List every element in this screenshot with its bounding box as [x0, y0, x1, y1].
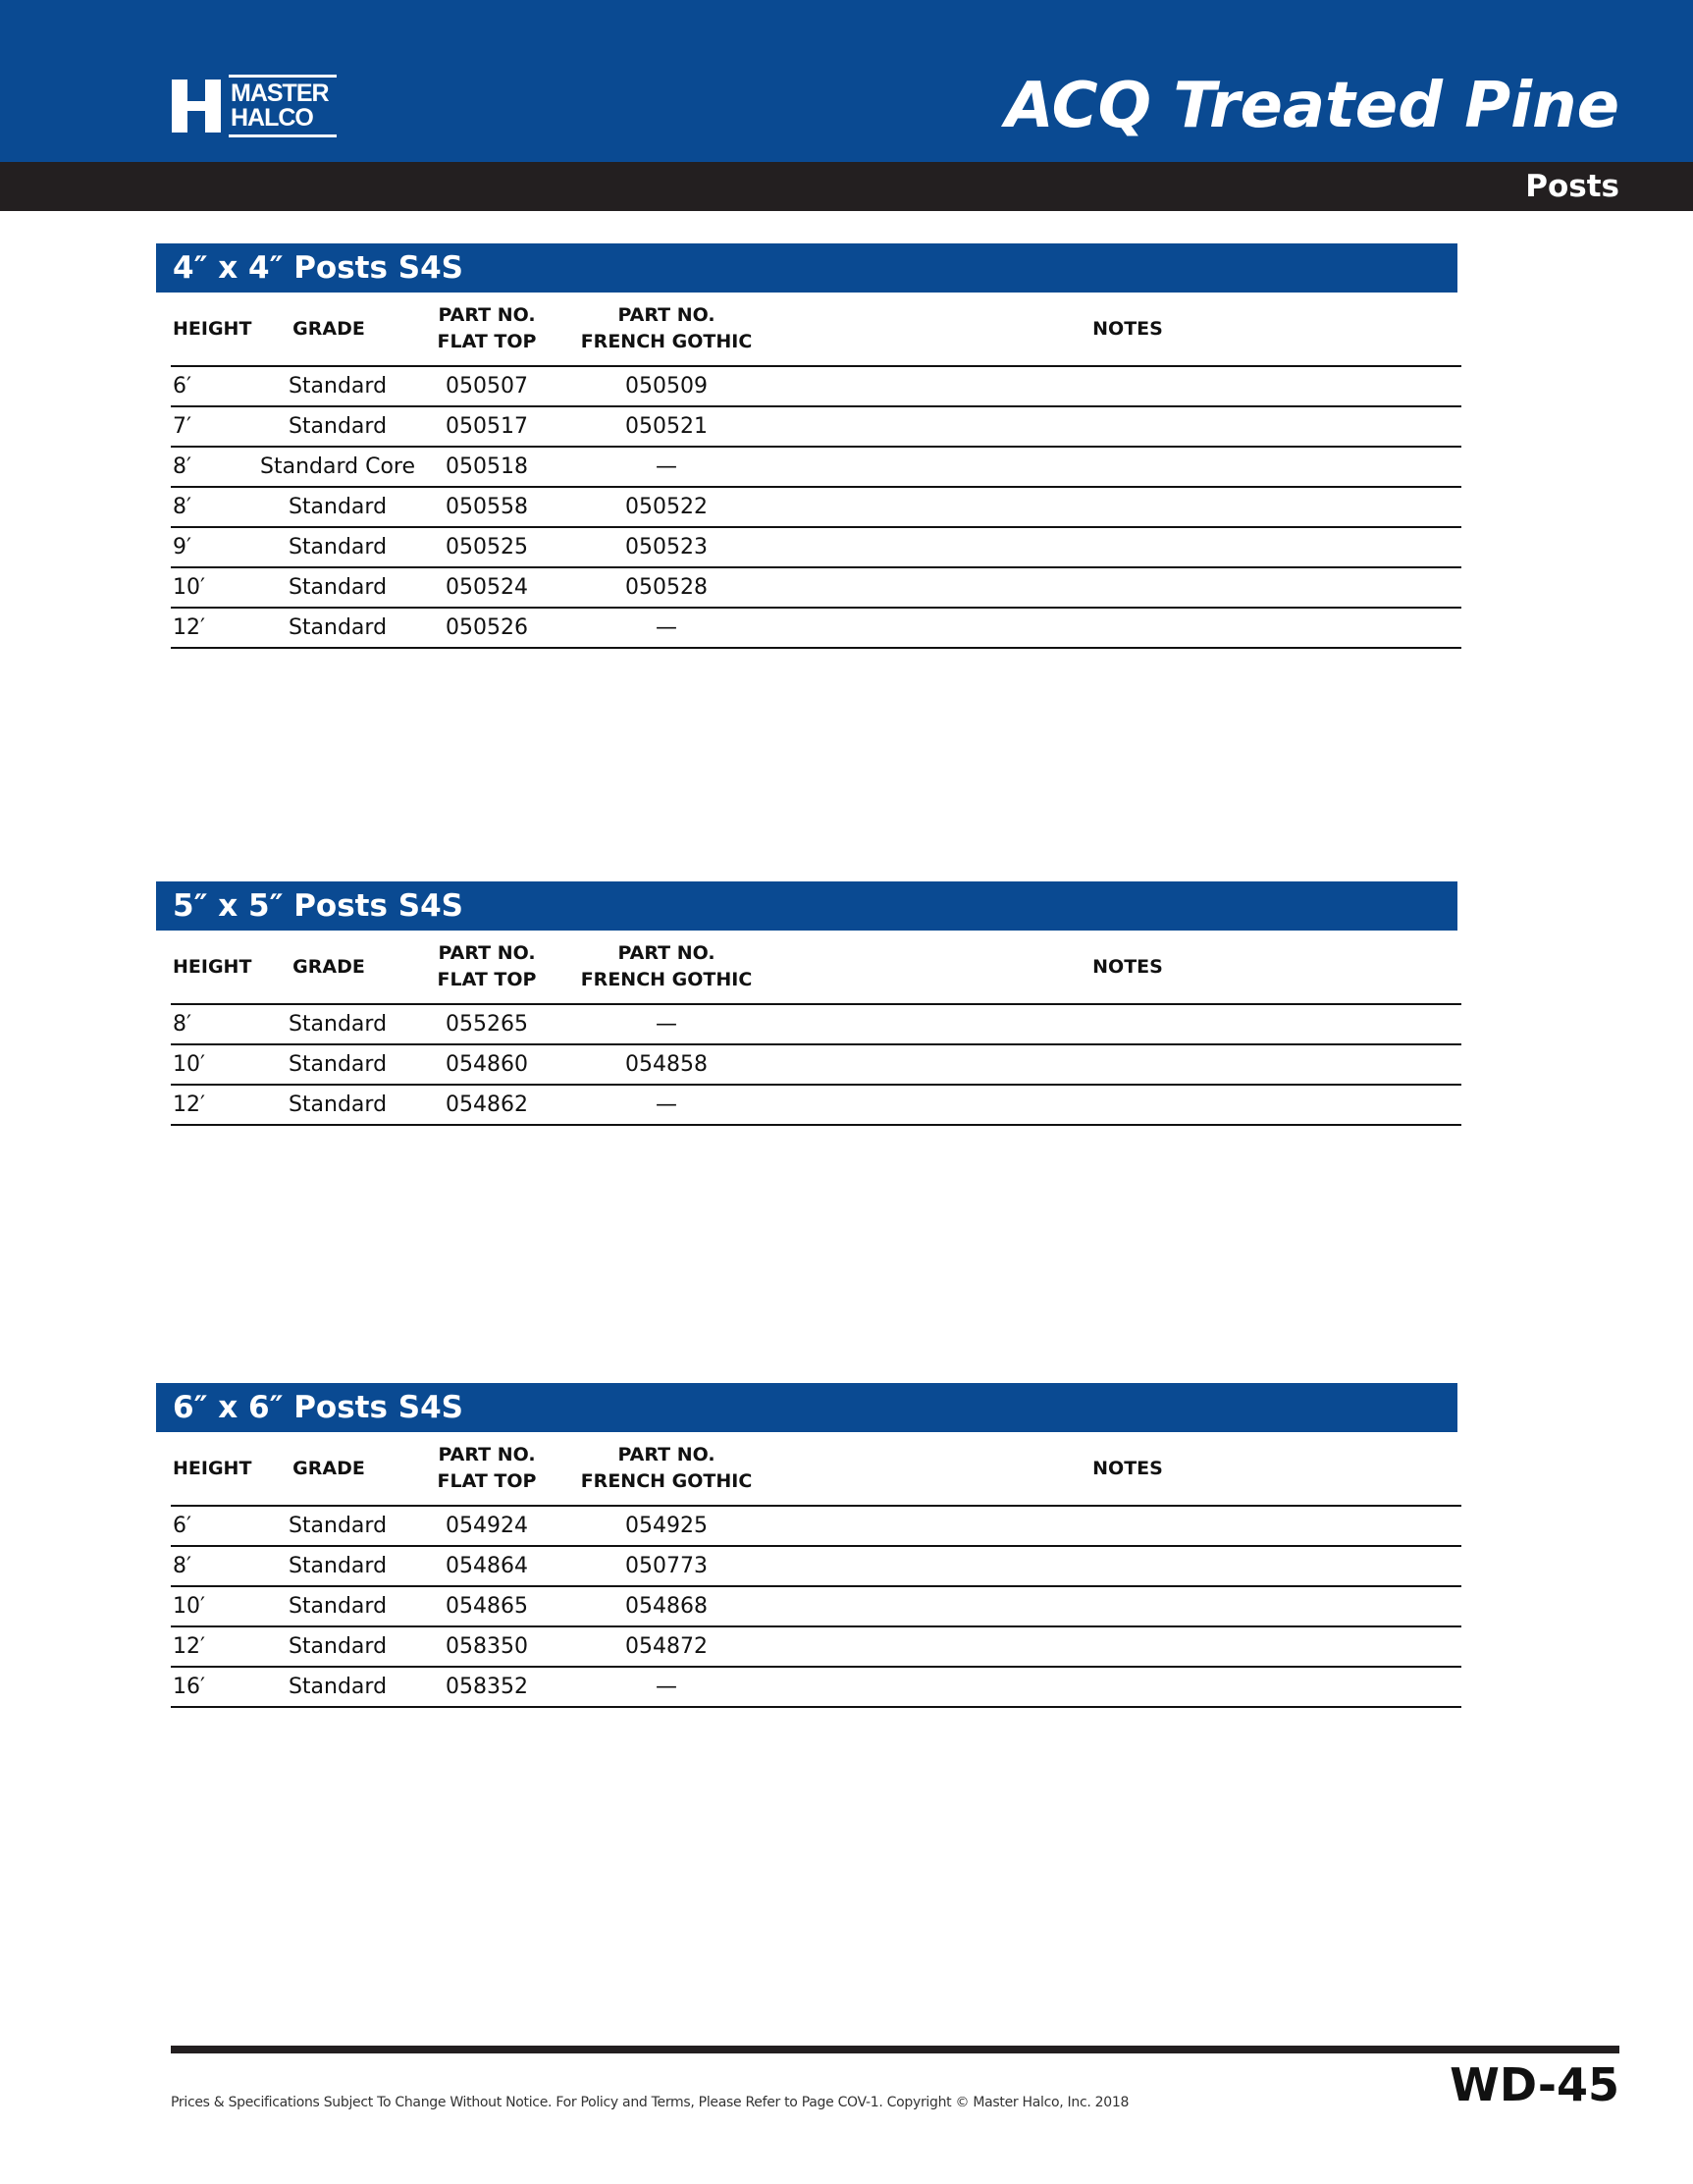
table-row	[171, 448, 1461, 488]
cell-flat-top: 050526	[446, 615, 528, 640]
cell-flat-top: 058352	[446, 1675, 528, 1699]
col-header-flat-top-l1: PART NO.	[438, 942, 536, 964]
cell-grade: Standard	[288, 1634, 388, 1659]
cell-flat-top: 058350	[446, 1634, 528, 1659]
cell-height: 8′	[173, 495, 191, 519]
col-header-height: HEIGHT	[173, 1458, 252, 1479]
cell-height: 12′	[173, 1634, 205, 1659]
cell-height: 6′	[173, 374, 191, 399]
cell-flat-top: 054865	[446, 1594, 528, 1619]
section-title-bar	[156, 1383, 1457, 1432]
cell-flat-top: 054860	[446, 1052, 528, 1077]
table-row	[171, 1627, 1461, 1668]
logo-word-halco: HALCO	[231, 104, 313, 132]
page-number: WD-45	[1450, 2058, 1619, 2111]
section-label: Posts	[1525, 169, 1619, 204]
col-header-grade: GRADE	[292, 318, 365, 340]
cell-grade: Standard	[288, 495, 388, 519]
section-5x5	[156, 881, 1461, 1127]
table-row	[171, 1045, 1461, 1086]
cell-grade: Standard	[288, 1092, 388, 1117]
cell-height: 7′	[173, 414, 191, 439]
cell-french-gothic: 050521	[625, 414, 708, 439]
cell-french-gothic: 050528	[625, 575, 708, 600]
col-header-french-gothic-l2: FRENCH GOTHIC	[580, 1470, 753, 1492]
cell-grade: Standard	[288, 1554, 388, 1578]
cell-grade: Standard	[288, 374, 388, 399]
cell-height: 12′	[173, 615, 205, 640]
table-row	[171, 1086, 1461, 1126]
table-row	[171, 609, 1461, 649]
cell-grade: Standard	[288, 1012, 388, 1037]
table-row	[171, 1547, 1461, 1587]
cell-flat-top: 054924	[446, 1514, 528, 1538]
section-title: 4″ x 4″ Posts S4S	[173, 250, 463, 286]
cell-grade: Standard	[288, 1514, 388, 1538]
cell-french-gothic: 050509	[625, 374, 708, 399]
section-title-bar	[156, 881, 1457, 931]
cell-flat-top: 054864	[446, 1554, 528, 1578]
cell-grade: Standard	[288, 575, 388, 600]
col-header-french-gothic-l2: FRENCH GOTHIC	[580, 331, 753, 352]
col-header-french-gothic-l1: PART NO.	[617, 304, 715, 326]
cell-french-gothic: —	[656, 454, 677, 479]
table-row	[171, 1587, 1461, 1627]
col-header-flat-top-l1: PART NO.	[438, 304, 536, 326]
col-header-notes: NOTES	[1092, 1458, 1163, 1479]
cell-grade: Standard	[288, 1594, 388, 1619]
footer-disclaimer: Prices & Specifications Subject To Change Without Notice. For Policy and Terms, Please Refer to Page COV-1. Copyright © Master Halco, Inc. 2018	[171, 2095, 1130, 2110]
col-header-grade: GRADE	[292, 956, 365, 978]
cell-grade: Standard	[288, 535, 388, 559]
cell-flat-top: 050518	[446, 454, 528, 479]
cell-french-gothic: 054925	[625, 1514, 708, 1538]
cell-height: 9′	[173, 535, 191, 559]
col-header-height: HEIGHT	[173, 956, 252, 978]
cell-flat-top: 054862	[446, 1092, 528, 1117]
cell-height: 8′	[173, 454, 191, 479]
cell-flat-top: 050558	[446, 495, 528, 519]
cell-flat-top: 050525	[446, 535, 528, 559]
cell-flat-top: 050524	[446, 575, 528, 600]
table-row	[171, 1005, 1461, 1045]
table-row	[171, 1668, 1461, 1708]
table-row	[171, 367, 1461, 407]
cell-height: 10′	[173, 575, 205, 600]
page-title: ACQ Treated Pine	[1005, 70, 1619, 142]
cell-height: 12′	[173, 1092, 205, 1117]
col-header-grade: GRADE	[292, 1458, 365, 1479]
cell-french-gothic: —	[656, 1012, 677, 1037]
cell-french-gothic: 054872	[625, 1634, 708, 1659]
cell-height: 10′	[173, 1052, 205, 1077]
cell-french-gothic: —	[656, 1092, 677, 1117]
table-row	[171, 488, 1461, 528]
col-header-flat-top-l2: FLAT TOP	[437, 331, 537, 352]
cell-french-gothic: 050522	[625, 495, 708, 519]
section-6x6	[156, 1383, 1461, 1717]
section-4x4	[156, 243, 1461, 656]
cell-height: 16′	[173, 1675, 205, 1699]
cell-grade: Standard	[288, 1675, 388, 1699]
col-header-french-gothic-l1: PART NO.	[617, 1444, 715, 1465]
section-strip	[0, 162, 1693, 211]
cell-height: 8′	[173, 1554, 191, 1578]
cell-flat-top: 055265	[446, 1012, 528, 1037]
col-header-notes: NOTES	[1092, 318, 1163, 340]
col-header-flat-top-l1: PART NO.	[438, 1444, 536, 1465]
logo-word-master: MASTER	[231, 80, 329, 107]
cell-french-gothic: 054858	[625, 1052, 708, 1077]
col-header-flat-top-l2: FLAT TOP	[437, 1470, 537, 1492]
col-header-notes: NOTES	[1092, 956, 1163, 978]
cell-grade: Standard Core	[260, 454, 415, 479]
cell-flat-top: 050507	[446, 374, 528, 399]
table-row	[171, 407, 1461, 448]
cell-french-gothic: 050773	[625, 1554, 708, 1578]
table-row	[171, 528, 1461, 568]
cell-grade: Standard	[288, 1052, 388, 1077]
master-halco-logo	[172, 75, 339, 137]
table-row	[171, 1507, 1461, 1547]
section-title: 6″ x 6″ Posts S4S	[173, 1390, 463, 1425]
cell-french-gothic: —	[656, 615, 677, 640]
cell-height: 10′	[173, 1594, 205, 1619]
section-title: 5″ x 5″ Posts S4S	[173, 888, 463, 924]
section-title-bar	[156, 243, 1457, 293]
table-row	[171, 568, 1461, 609]
cell-grade: Standard	[288, 615, 388, 640]
cell-french-gothic: 054868	[625, 1594, 708, 1619]
logo-h-mark-icon	[172, 80, 221, 133]
col-header-french-gothic-l2: FRENCH GOTHIC	[580, 969, 753, 990]
cell-flat-top: 050517	[446, 414, 528, 439]
cell-height: 8′	[173, 1012, 191, 1037]
col-header-flat-top-l2: FLAT TOP	[437, 969, 537, 990]
col-header-height: HEIGHT	[173, 318, 252, 340]
cell-height: 6′	[173, 1514, 191, 1538]
col-header-french-gothic-l1: PART NO.	[617, 942, 715, 964]
cell-french-gothic: 050523	[625, 535, 708, 559]
cell-french-gothic: —	[656, 1675, 677, 1699]
footer-rule	[171, 2046, 1619, 2053]
cell-grade: Standard	[288, 414, 388, 439]
